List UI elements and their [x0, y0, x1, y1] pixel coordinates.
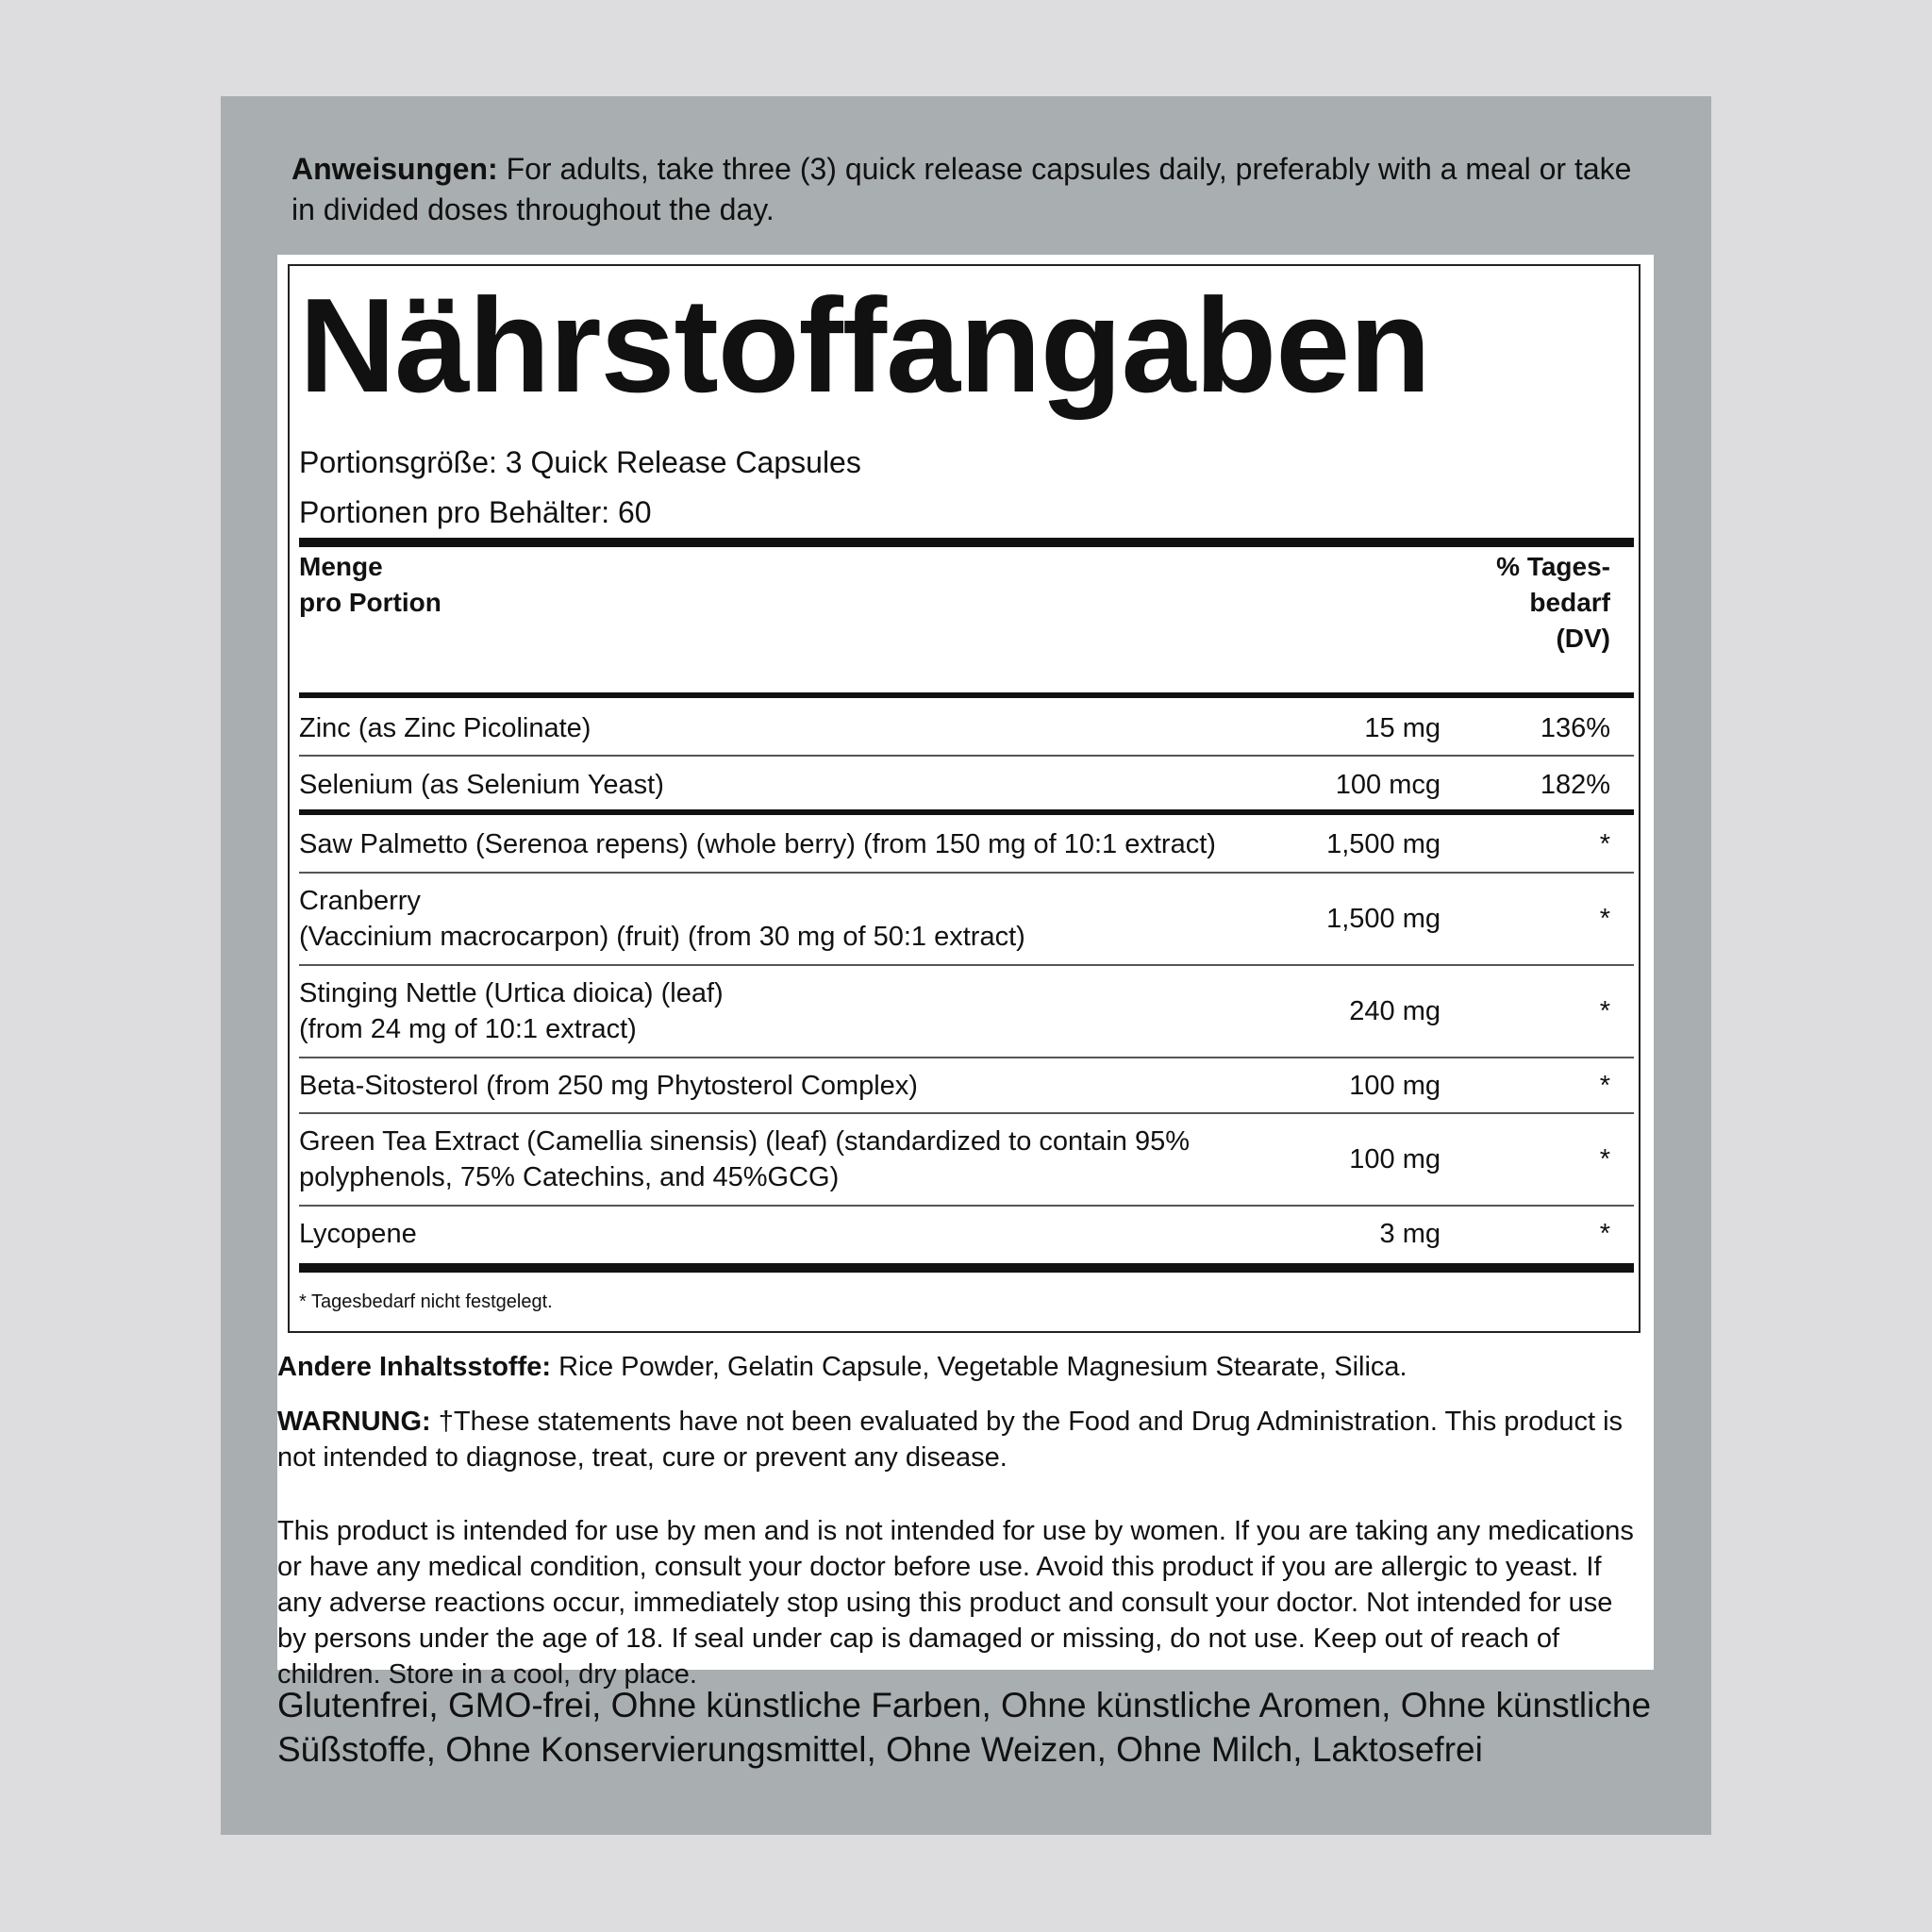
- warning-body: †These statements have not been evaluated by the Food and Drug Administration. This product is not intended to diagnose, treat, cure or prevent any disease.: [277, 1407, 1624, 1473]
- serving-size: Portionsgröße: 3 Quick Release Capsules: [299, 445, 861, 479]
- nutrient-name: Lycopene: [299, 1219, 417, 1249]
- nutrient-name: Zinc (as Zinc Picolinate): [299, 713, 591, 743]
- nutrient-amount: 3 mg: [1379, 1219, 1441, 1249]
- row-divider: [299, 872, 1634, 874]
- divider-thick: [299, 538, 1634, 547]
- divider-medium: [299, 809, 1634, 815]
- nutrition-facts-box: [288, 264, 1641, 1333]
- row-divider: [299, 1057, 1634, 1058]
- header-amount-line2: pro Portion: [299, 588, 441, 617]
- warning-text: [277, 1404, 1636, 1475]
- nutrient-dv: *: [1599, 1071, 1610, 1101]
- nutrient-amount: 100 mcg: [1335, 770, 1441, 800]
- nutrient-name-line2: (Vaccinium macrocarpon) (fruit) (from 30 mg of 50:1 extract): [299, 922, 1025, 952]
- nutrient-amount: 240 mg: [1349, 996, 1441, 1026]
- nutrient-dv: 182%: [1540, 770, 1610, 800]
- dv-footnote: * Tagesbedarf nicht festgelegt.: [299, 1291, 553, 1312]
- label-panel: [221, 96, 1711, 1835]
- warning-label: WARNUNG:: [277, 1407, 431, 1437]
- nutrient-amount: 1,500 mg: [1326, 904, 1441, 934]
- nutrient-amount: 1,500 mg: [1326, 829, 1441, 859]
- nutrient-name-line2: (from 24 mg of 10:1 extract): [299, 1014, 637, 1044]
- header-dv-line1: % Tages-: [1496, 552, 1610, 581]
- nutrient-amount: 15 mg: [1364, 713, 1441, 743]
- other-ingredients-text: Rice Powder, Gelatin Capsule, Vegetable Magnesium Stearate, Silica.: [551, 1352, 1407, 1382]
- other-ingredients: [277, 1349, 1636, 1385]
- nutrient-dv: *: [1599, 829, 1610, 859]
- divider-medium: [299, 692, 1634, 698]
- header-daily-value: [1496, 549, 1610, 657]
- nutrient-name: Beta-Sitosterol (from 250 mg Phytosterol Complex): [299, 1071, 918, 1101]
- divider-thick: [299, 1263, 1634, 1273]
- nutrient-name-line1: Green Tea Extract (Camellia sinensis) (leaf) (standardized to contain 95%: [299, 1126, 1191, 1157]
- directions-text: [291, 149, 1650, 230]
- header-dv-line2: bedarf: [1529, 588, 1610, 617]
- nutrient-dv: 136%: [1540, 713, 1610, 743]
- nutrient-dv: *: [1599, 1219, 1610, 1249]
- usage-warning-paragraph: This product is intended for use by men and is not intended for use by women. If you are taking any medications or have any medical condition, consult your doctor before use. Avoid this product if you are allergic to yeast. If any adverse reactions occur, immediately stop using this product and consult your doctor. Not intended for use by persons under the age of 18. If seal under cap is damaged or missing, do not use. Keep out of reach of children. Store in a cool, dry place.: [277, 1516, 1634, 1690]
- nutrient-dv: *: [1599, 904, 1610, 934]
- nutrient-name-line1: Stinging Nettle (Urtica dioica) (leaf): [299, 978, 724, 1008]
- free-from-list: Glutenfrei, GMO-frei, Ohne künstliche Farben, Ohne künstliche Aromen, Ohne künstliche Süßstoffe, Ohne Konservierungsmittel, Ohne Weizen, Ohne Milch, Laktosefrei: [277, 1686, 1652, 1769]
- nutrient-amount: 100 mg: [1349, 1144, 1441, 1174]
- row-divider: [299, 1205, 1634, 1207]
- row-divider: [299, 755, 1634, 757]
- label-white-area: [277, 255, 1654, 1690]
- directions-label: Anweisungen:: [291, 152, 498, 186]
- nutrient-dv: *: [1599, 996, 1610, 1026]
- row-divider: [299, 964, 1634, 966]
- nutrient-name: [299, 1124, 1195, 1195]
- servings-per-container: Portionen pro Behälter: 60: [299, 495, 652, 529]
- nutrient-name: [299, 883, 1148, 955]
- header-dv-line3: (DV): [1556, 624, 1610, 653]
- nutrient-name-line2: polyphenols, 75% Catechins, and 45%GCG): [299, 1162, 840, 1192]
- header-amount-line1: Menge: [299, 552, 383, 581]
- header-amount: [299, 549, 441, 621]
- nutrient-name: Selenium (as Selenium Yeast): [299, 770, 664, 800]
- directions-body: For adults, take three (3) quick release capsules daily, preferably with a meal or take in divided doses throughout the day.: [291, 152, 1632, 226]
- row-divider: [299, 1112, 1634, 1114]
- nutrient-name: Saw Palmetto (Serenoa repens) (whole berry) (from 150 mg of 10:1 extract): [299, 829, 1216, 859]
- nutrient-amount: 100 mg: [1349, 1071, 1441, 1101]
- nutrient-dv: *: [1599, 1144, 1610, 1174]
- other-ingredients-label: Andere Inhaltsstoffe:: [277, 1352, 552, 1382]
- nutrient-name-line1: Cranberry: [299, 886, 421, 916]
- facts-title: Nährstoffangaben: [299, 271, 1430, 421]
- nutrient-name: [299, 975, 1148, 1047]
